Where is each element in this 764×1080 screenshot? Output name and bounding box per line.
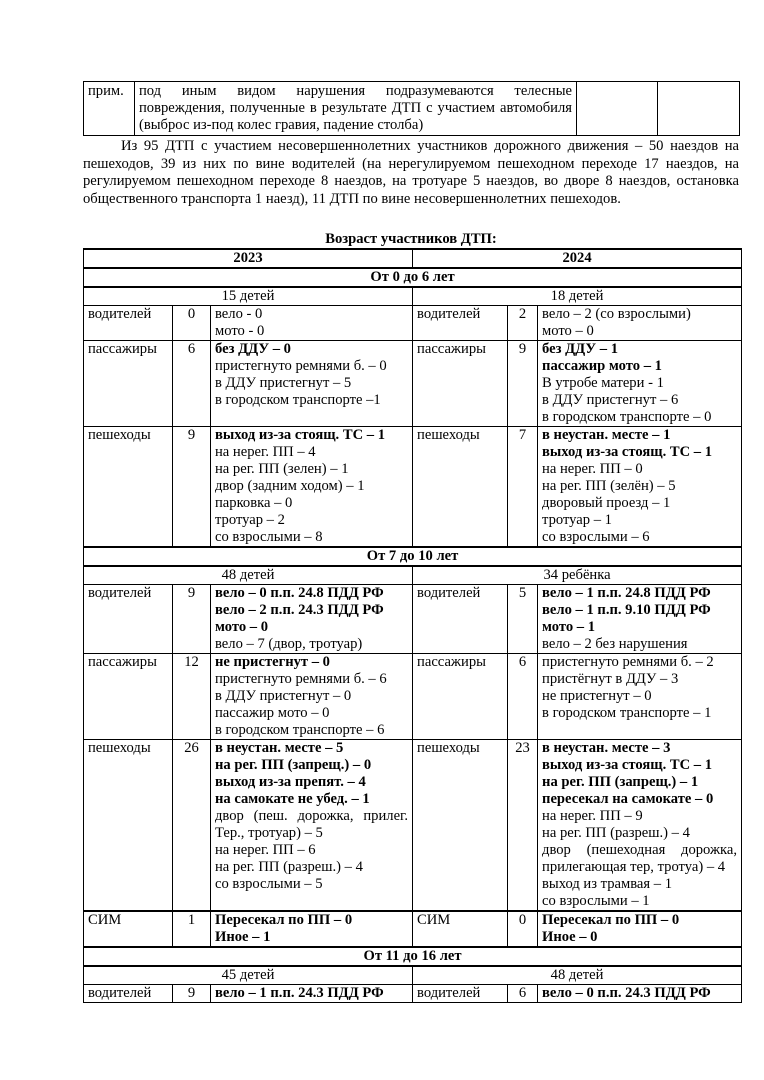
detail-line: пассажир мото – 1	[542, 358, 662, 374]
detail-line: выход из-за стоящ. ТС – 1	[215, 427, 386, 443]
detail-line: двор (пешеходная дорожка, прилегающая тер, тротуа) – 4	[542, 842, 738, 875]
age-table	[83, 248, 742, 1003]
category-name: пешеходы	[413, 427, 508, 548]
year-2024-header: 2024	[413, 249, 742, 268]
detail-line: В утробе матери - 1	[542, 375, 664, 391]
detail-line: выход из-за препят. – 4	[215, 774, 366, 790]
detail-line: на рег. ПП (разреш.) – 4	[215, 859, 363, 875]
category-details	[211, 585, 413, 654]
category-details	[211, 306, 413, 341]
category-details	[538, 654, 742, 740]
category-row	[84, 306, 742, 341]
detail-line: Иное – 1	[215, 929, 271, 945]
detail-line: выход из трамвая – 1	[542, 876, 672, 892]
age-group-row	[84, 268, 742, 287]
detail-line: вело – 0 п.п. 24.8 ПДД РФ	[215, 585, 384, 601]
detail-line: на нерег. ПП – 6	[215, 842, 316, 858]
category-count: 1	[173, 911, 211, 947]
detail-line: вело – 1 п.п. 9.10 ПДД РФ	[542, 602, 711, 618]
category-name: водителей	[84, 585, 173, 654]
category-name: пассажиры	[413, 341, 508, 427]
category-count: 6	[508, 985, 538, 1003]
category-row	[84, 427, 742, 548]
category-details	[211, 654, 413, 740]
detail-line: на рег. ПП (запрещ.) – 1	[542, 774, 699, 790]
note-empty-cell	[577, 82, 658, 136]
note-empty-cell	[658, 82, 740, 136]
category-details	[538, 985, 742, 1003]
note-label: прим.	[84, 82, 135, 136]
detail-line: в городском транспорте – 0	[542, 409, 712, 425]
detail-line: мото – 0	[542, 323, 594, 339]
category-count: 7	[508, 427, 538, 548]
detail-line: на рег. ПП (зелён) – 5	[542, 478, 676, 494]
detail-line: мото – 1	[542, 619, 596, 635]
detail-line: в ДДУ пристегнут – 0	[215, 688, 352, 704]
category-details	[538, 740, 742, 912]
detail-line: Пересекал по ПП – 0	[542, 912, 680, 928]
detail-line: двор (задним ходом) – 1	[215, 478, 365, 494]
category-row	[84, 911, 742, 947]
category-name: СИМ	[413, 911, 508, 947]
detail-line: пристегнуто ремнями б. – 6	[215, 671, 387, 687]
note-text: под иным видом нарушения подразумеваются телесные повреждения, полученные в результате ДТП с участием автомобиля (выброс из-под колес гравия, падение столба)	[135, 82, 577, 136]
summary-paragraph: Из 95 ДТП с участием несовершеннолетних участников дорожного движения – 50 наездов на пешеходов, 39 из них по вине водителей (на нерегулируемом пешеходном переходе 17 наездов, на регулируемом пешеходном переходе 8 наездов, на тротуаре 5 наездов, во дворе 8 наездов, остановка общественного транспорта 1 наезд), 11 ДТП по вине несовершеннолетних пешеходов.	[83, 138, 739, 207]
detail-line: не пристегнут – 0	[542, 688, 652, 704]
category-count: 23	[508, 740, 538, 912]
year-2023-header: 2023	[84, 249, 413, 268]
category-count: 9	[173, 585, 211, 654]
category-details	[211, 427, 413, 548]
detail-line: вело – 1 п.п. 24.8 ПДД РФ	[542, 585, 711, 601]
category-count: 9	[508, 341, 538, 427]
category-count: 5	[508, 585, 538, 654]
detail-line: со взрослыми – 5	[215, 876, 323, 892]
detail-line: не пристегнут – 0	[215, 654, 330, 670]
category-name: водителей	[413, 985, 508, 1003]
category-name: водителей	[84, 985, 173, 1003]
category-name: водителей	[413, 306, 508, 341]
detail-line: в неустан. месте – 5	[215, 740, 344, 756]
detail-line: пристегнуто ремнями б. – 2	[542, 654, 714, 670]
children-count-2023: 48 детей	[84, 566, 413, 585]
detail-line: со взрослыми – 8	[215, 529, 323, 545]
category-details	[211, 985, 413, 1003]
category-name: пешеходы	[413, 740, 508, 912]
category-name: пешеходы	[84, 427, 173, 548]
category-details	[538, 341, 742, 427]
category-details	[538, 306, 742, 341]
children-count-row	[84, 566, 742, 585]
category-count: 6	[508, 654, 538, 740]
category-details	[538, 427, 742, 548]
detail-line: в неустан. месте – 1	[542, 427, 671, 443]
detail-line: мото – 0	[215, 619, 269, 635]
age-group-title: От 7 до 10 лет	[84, 547, 742, 566]
category-row	[84, 985, 742, 1003]
category-count: 0	[508, 911, 538, 947]
detail-line: на рег. ПП (запрещ.) – 0	[215, 757, 372, 773]
detail-line: на рег. ПП (зелен) – 1	[215, 461, 349, 477]
category-details	[211, 341, 413, 427]
detail-line: на нерег. ПП – 4	[215, 444, 316, 460]
age-group-title: От 11 до 16 лет	[84, 947, 742, 966]
category-count: 2	[508, 306, 538, 341]
category-name: водителей	[413, 585, 508, 654]
children-count-2024: 18 детей	[413, 287, 742, 306]
category-count: 6	[173, 341, 211, 427]
detail-line: в неустан. месте – 3	[542, 740, 671, 756]
detail-line: вело – 2 (со взрослыми)	[542, 306, 691, 322]
detail-line: со взрослыми – 1	[542, 893, 650, 909]
category-row	[84, 654, 742, 740]
detail-line: выход из-за стоящ. ТС – 1	[542, 757, 713, 773]
category-details	[538, 585, 742, 654]
detail-line: дворовый проезд – 1	[542, 495, 671, 511]
detail-line: Пересекал по ПП – 0	[215, 912, 353, 928]
category-count: 12	[173, 654, 211, 740]
children-count-2023: 15 детей	[84, 287, 413, 306]
detail-line: тротуар – 1	[542, 512, 612, 528]
detail-line: со взрослыми – 6	[542, 529, 650, 545]
detail-line: в городском транспорте – 1	[542, 705, 712, 721]
children-count-2023: 45 детей	[84, 966, 413, 985]
detail-line: выход из-за стоящ. ТС – 1	[542, 444, 713, 460]
category-count: 9	[173, 427, 211, 548]
detail-line: на самокате не убед. – 1	[215, 791, 370, 807]
age-group-row	[84, 547, 742, 566]
children-count-row	[84, 287, 742, 306]
category-count: 0	[173, 306, 211, 341]
children-count-2024: 48 детей	[413, 966, 742, 985]
category-name: пассажиры	[84, 654, 173, 740]
detail-line: на рег. ПП (разреш.) – 4	[542, 825, 690, 841]
detail-line: мото - 0	[215, 323, 265, 339]
category-row	[84, 740, 742, 912]
category-name: пассажиры	[413, 654, 508, 740]
detail-line: без ДДУ – 0	[215, 341, 291, 357]
detail-line: в городском транспорте – 6	[215, 722, 385, 738]
category-name: пешеходы	[84, 740, 173, 912]
detail-line: тротуар – 2	[215, 512, 285, 528]
age-group-row	[84, 947, 742, 966]
detail-line: вело – 2 п.п. 24.3 ПДД РФ	[215, 602, 384, 618]
age-table-body	[84, 249, 742, 1003]
children-count-2024: 34 ребёнка	[413, 566, 742, 585]
detail-line: пристегнуто ремнями б. – 0	[215, 358, 387, 374]
detail-line: Иное – 0	[542, 929, 598, 945]
detail-line: на нерег. ПП – 9	[542, 808, 643, 824]
category-row	[84, 585, 742, 654]
detail-line: пристёгнут в ДДУ – 3	[542, 671, 679, 687]
detail-line: вело – 0 п.п. 24.3 ПДД РФ	[542, 985, 711, 1001]
detail-line: без ДДУ – 1	[542, 341, 618, 357]
detail-line: в городском транспорте –1	[215, 392, 381, 408]
detail-line: пассажир мото – 0	[215, 705, 330, 721]
detail-line: в ДДУ пристегнут – 5	[215, 375, 352, 391]
category-row	[84, 341, 742, 427]
table-title: Возраст участников ДТП:	[325, 231, 497, 247]
detail-line: вело – 7 (двор, тротуар)	[215, 636, 363, 652]
detail-line: в ДДУ пристегнут – 6	[542, 392, 679, 408]
year-header-row	[84, 249, 742, 268]
note-table	[83, 81, 740, 136]
category-name: водителей	[84, 306, 173, 341]
category-name: СИМ	[84, 911, 173, 947]
detail-line: вело – 2 без нарушения	[542, 636, 688, 652]
detail-line: вело - 0	[215, 306, 263, 322]
detail-line: двор (пеш. дорожка, прилег. Тер., тротуар) – 5	[215, 808, 409, 841]
category-name: пассажиры	[84, 341, 173, 427]
children-count-row	[84, 966, 742, 985]
age-group-title: От 0 до 6 лет	[84, 268, 742, 287]
category-count: 26	[173, 740, 211, 912]
note-row	[84, 82, 740, 136]
category-details	[211, 911, 413, 947]
category-details	[211, 740, 413, 912]
detail-line: вело – 1 п.п. 24.3 ПДД РФ	[215, 985, 384, 1001]
detail-line: пересекал на самокате – 0	[542, 791, 714, 807]
detail-line: на нерег. ПП – 0	[542, 461, 643, 477]
category-count: 9	[173, 985, 211, 1003]
category-details	[538, 911, 742, 947]
detail-line: парковка – 0	[215, 495, 293, 511]
